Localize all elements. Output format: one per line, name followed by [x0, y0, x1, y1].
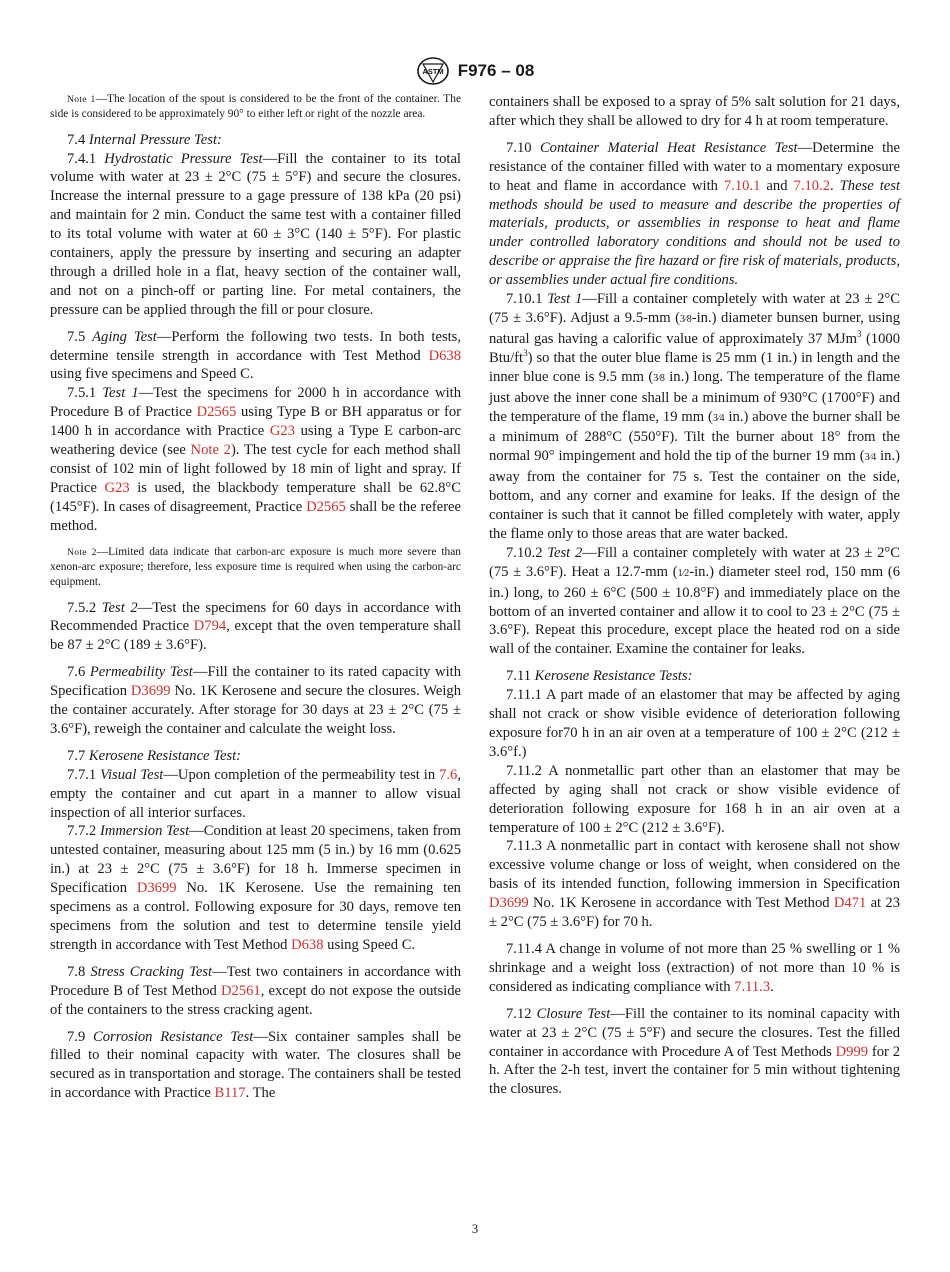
section-7-9: 7.9 Corrosion Resistance Test—Six container samples shall be filled to their nominal capacity with water. The closures shall be secured as in transportation and storage. The containers shall be tested in accordance with Practice B117. The: [50, 1028, 461, 1102]
section-7-7-1: 7.7.1 Visual Test—Upon completion of the permeability test in 7.6, empty the container and cut apart in a manner to allow visual inspection of all interior surfaces.: [50, 766, 461, 821]
section-7-4-1: 7.4.1 Hydrostatic Pressure Test—Fill the container to its total volume with water at 23 ± 2°C (75 ± 5°F) and secure the closures. Increase the internal pressure to a gage pressure of 138 kPa (20 psi) and maintain for 2 min. Conduct the same test with a container filled to its total volume with water at 60 ± 3°C (140 ± 5°F). For plastic containers, apply the pressure by inserting and securing an adapter through a drilled hole in a flat, heavy section of the container wall, and not on a pinch-off or parting line. For metal containers, the pressure can be applied through the fill or pour closure.: [50, 150, 461, 318]
section-7-11-3: 7.11.3 A nonmetallic part in contact with kerosene shall not show excessive volume change or loss of weight, when considered on the basis of its intended function, following immersion in Specification D3699 No. 1K Kerosene in accordance with Test Method D471 at 23 ± 2°C (75 ± 3.6°F) for 70 h.: [489, 838, 900, 931]
section-7-5: 7.5 Aging Test—Perform the following two tests. In both tests, determine tensile strength in accordance with Test Method D638 using five specimens and Speed C.: [50, 328, 461, 383]
section-7-8: 7.8 Stress Cracking Test—Test two containers in accordance with Procedure B of Test Method D2561, except do not expose the outside of the containers to the stress cracking agent.: [50, 963, 461, 1018]
section-7-10-1: 7.10.1 Test 1—Fill a container completely with water at 23 ± 2°C (75 ± 3.6°F). Adjust a 9.5-mm (3⁄8-in.) diameter bunsen burner, using natural gas having a calorific value of approximately 37 MJm$^3$ (1000 Btu/$ft^3$) so that the outer blue flame is 25 mm (1 in.) in length and the inner blue cone is 9.5 mm (3⁄8 in.) long. The temperature of the flame just above the inner cone shall be a minimum of 930°C (1700°F) and the temperature of the flame, 19 mm (3⁄4 in.) above the burner shall be a minimum of 288°C (550°F). Tilt the burner about 18° from the normal 90° impingement and hold the tip of the burner 19 mm (3⁄4 in.) away from the container for 75 s. Test the container on the side, bottom, and any corner and examine for leaks. If the design of the container is such that it cannot be filled completely with water, apply the flame only to those areas that are water backed.: [489, 291, 901, 542]
section-7-11-4: 7.11.4 A change in volume of not more than 25 % swelling or 1 % shrinkage and a weight loss (extraction) of not more than 10 % is considered as indicating compliance with 7.11.3.: [489, 940, 900, 995]
link-7-6[interactable]: 7.6: [439, 766, 458, 783]
link-g23[interactable]: G23: [104, 479, 130, 496]
link-d3699[interactable]: D3699: [130, 683, 171, 700]
link-7-11-3[interactable]: 7.11.3: [734, 978, 771, 995]
link-d2565[interactable]: D2565: [196, 404, 237, 421]
page-number: 3: [471, 1222, 479, 1236]
section-7-7-2: 7.7.2 Immersion Test—Condition at least 20 specimens, taken from untested container, measuring about 125 mm (5 in.) by 16 mm (0.625 in.) at 23 ± 2°C (75 ± 3.6°F) for 18 h. Immerse specimen in Specification D3699 No. 1K Kerosene. Use the remaining ten specimens as a control. Following exposure for 30 days, remove ten specimens from the solution and test to determine tensile yield strength in accordance with Test Method D638 using Speed C.: [50, 823, 461, 953]
section-7-5-1: 7.5.1 Test 1—Test the specimens for 2000 h in accordance with Procedure B of Practice D2565 using Type B or BH apparatus or for 1400 h in accordance with Practice G23 using a Type E carbon-arc weathering device (see Note 2). The test cycle for each method shall consist of 102 min of light followed by 18 min of light and spray. If Practice G23 is used, the blackbody temperature shall be 62.8°C (145°F). In cases of disagreement, Practice D2565 shall be the referee method.: [50, 385, 462, 534]
section-7-4-heading: 7.4 Internal Pressure Test:: [67, 131, 222, 148]
link-d638[interactable]: D638: [428, 347, 461, 364]
link-b117[interactable]: B117: [214, 1085, 246, 1102]
section-7-11-2: 7.11.2 A nonmetallic part other than an elastomer that may be affected by aging shall not crack or show visible evidence of deterioration following exposure for 168 h in an air oven at a temperature of 100 ± 2°C (212 ± 3.6°F).: [489, 762, 900, 836]
section-7-12: 7.12 Closure Test—Fill the container to its nominal capacity with water at 23 ± 2°C (75 ± 5°F) and secure the closures. Test the filled container in accordance with Procedure A of Test Methods D999 for 2 h. After the 2-h test, invert the container for 5 min without tightening the closures.: [489, 1005, 901, 1098]
link-d2565[interactable]: D2565: [306, 498, 346, 515]
section-7-10: 7.10 Container Material Heat Resistance Test—Determine the resistance of the container filled with water to a momentary exposure to heat and flame in accordance with 7.10.1 and 7.10.2. These test methods should be used to measure and describe the properties of materials, products, or assemblies in response to heat and flame under controlled laboratory conditions and should not be used to describe or appraise the fire hazard or fire risk of materials, products, or assemblies under actual fire conditions.: [489, 139, 900, 289]
section-7-5-2: 7.5.2 Test 2—Test the specimens for 60 days in accordance with Recommended Practice D794, except that the oven temperature shall be 87 ± 2°C (189 ± 3.6°F).: [50, 599, 462, 654]
section-7-9-continued: containers shall be exposed to a spray of 5% salt solution for 21 days, after which they shall be allowed to dry for 4 h at room temperature.: [489, 94, 900, 129]
page-header: [0, 56, 950, 86]
link-7-10-1[interactable]: 7.10.1: [723, 177, 761, 194]
section-7-11-heading: 7.11 Kerosene Resistance Tests:: [506, 668, 693, 685]
link-d471[interactable]: D471: [833, 895, 867, 912]
link-d999[interactable]: D999: [835, 1043, 869, 1060]
link-7-10-2[interactable]: 7.10.2: [793, 177, 830, 194]
link-g23[interactable]: G23: [269, 423, 295, 440]
note-1: Note 1—The location of the spout is considered to be the front of the container. The side is considered to be approximately 90° to either left or right of the nozzle area.: [50, 93, 461, 121]
right-column: [489, 93, 900, 1099]
link-d3699[interactable]: D3699: [489, 895, 529, 912]
document-id: F976 – 08: [457, 61, 535, 80]
link-d3699[interactable]: D3699: [136, 880, 177, 897]
section-7-11-1: 7.11.1 A part made of an elastomer that may be affected by aging shall not crack or show visible evidence of deterioration following exposure for70 h in an air oven at a temperature of 100 ± 2°C (212 ± 3.6°f.): [489, 687, 900, 760]
left-column: [50, 92, 461, 1103]
section-7-6: 7.6 Permeability Test—Fill the container to its rated capacity with Specification D3699 No. 1K Kerosene and secure the closures. Weigh the container accurately. After storage for 30 days at 23 ± 2°C (75 ± 3.6°F), reweigh the container and calculate the weight loss.: [50, 664, 462, 737]
astm-logo-icon: [416, 56, 450, 86]
section-7-10-2: 7.10.2 Test 2—Fill a container completely with water at 23 ± 2°C (75 ± 3.6°F). Heat a 12.7-mm (1⁄2-in.) diameter steel rod, 150 mm (6 in.) long, to 260 ± 6°C (500 ± 10.8°F) and immediately place on the bottom of an inverted container and allow it to cool to 23 ± 2°C (75 ± 3.6°F). Repeat this procedure, except place the heated rod on a side wall of the container. Examine the container for leaks.: [489, 544, 900, 658]
link-d638[interactable]: D638: [291, 936, 324, 953]
link-d2561[interactable]: D2561: [220, 982, 261, 999]
note-2: Note 2—Limited data indicate that carbon-arc exposure is much more severe than xenon-arc exposure; therefore, less exposure time is required when using the carbon-arc equipment.: [50, 545, 461, 589]
svg-text:ASTM: ASTM: [422, 67, 444, 76]
link-d794[interactable]: D794: [193, 618, 227, 635]
link-note-2[interactable]: Note 2: [190, 442, 231, 459]
section-7-7-heading: 7.7 Kerosene Resistance Test:: [67, 747, 242, 764]
